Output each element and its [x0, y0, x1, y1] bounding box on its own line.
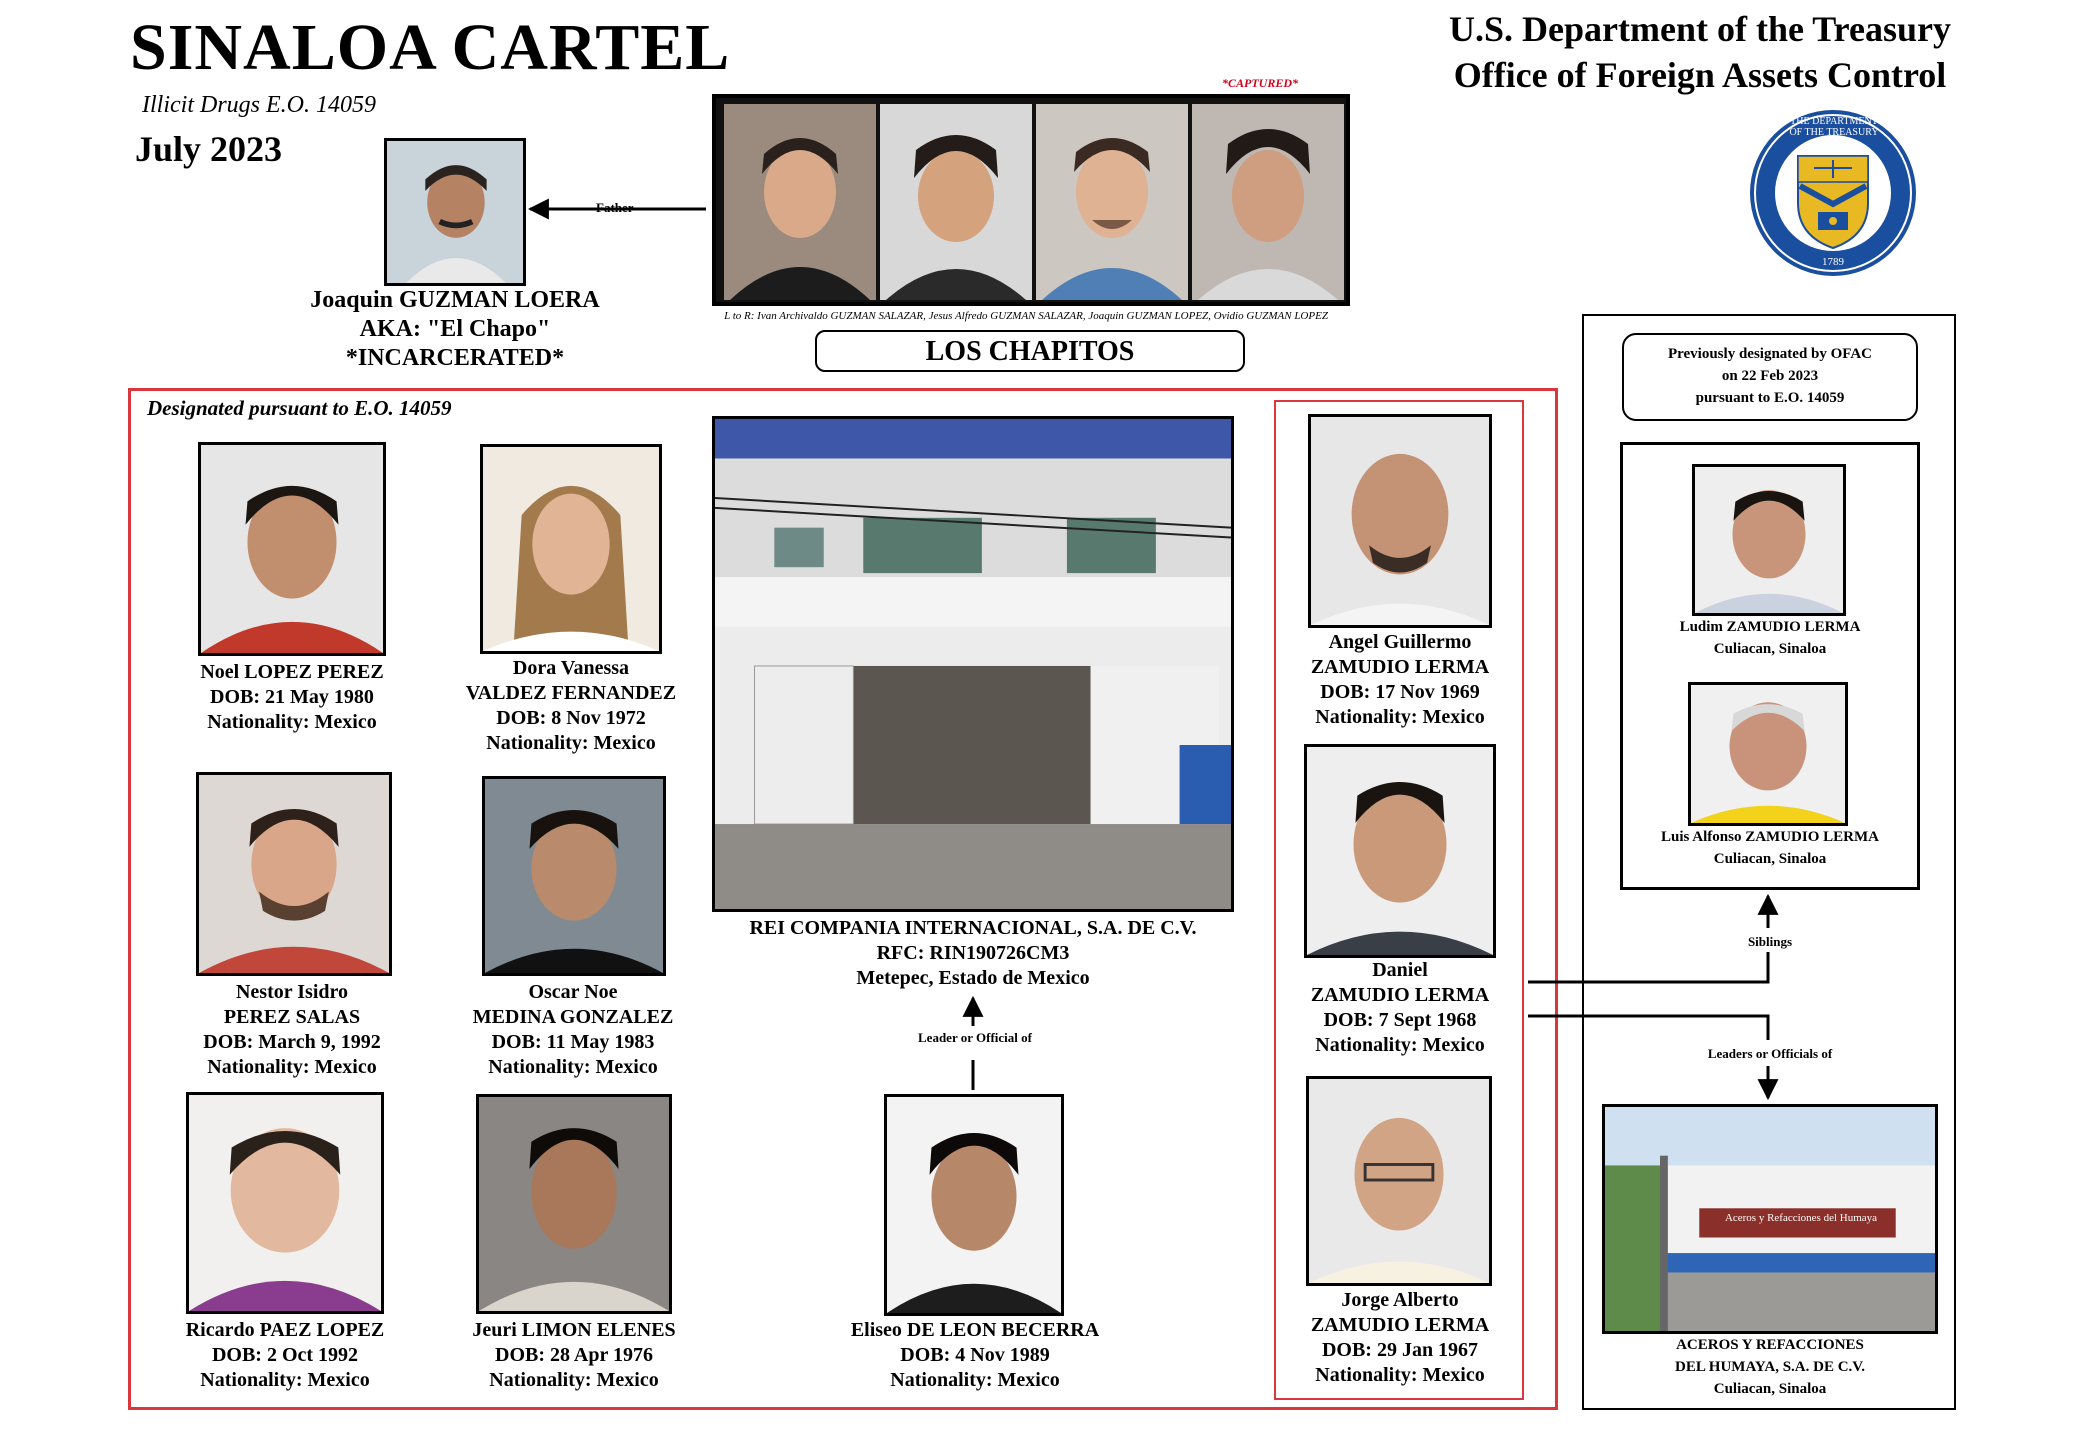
jeuri-photo [476, 1094, 672, 1314]
ricardo-photo [186, 1092, 384, 1314]
jeuri-dob: DOB: 28 Apr 1976 [495, 1344, 653, 1366]
luis-location: Culiacan, Sinaloa [1713, 851, 1827, 867]
daniel-nationality: Nationality: Mexico [1315, 1034, 1485, 1056]
oscar-first-name: Oscar Noe [528, 981, 618, 1003]
previous-note-line-3: pursuant to E.O. 14059 [1695, 390, 1845, 406]
son-photo-jesus [880, 104, 1032, 300]
chart-title: SINALOA CARTEL [130, 11, 731, 84]
nestor-caption [160, 980, 424, 1080]
rei-building-photo [712, 416, 1234, 912]
daniel-dob: DOB: 7 Sept 1968 [1323, 1009, 1477, 1031]
rei-location: Metepec, Estado de Mexico [856, 967, 1090, 989]
previous-note-line-2: on 22 Feb 2023 [1721, 368, 1819, 384]
jeuri-nationality: Nationality: Mexico [489, 1369, 659, 1391]
agency-header [1400, 6, 2000, 98]
chapo-aka: AKA: "El Chapo" [359, 316, 551, 342]
angel-caption [1272, 630, 1528, 730]
previously-designated-note [1622, 333, 1918, 421]
jorge-first-name: Jorge Alberto [1341, 1289, 1459, 1311]
eliseo-caption [820, 1318, 1130, 1393]
aceros-name-line-1: ACEROS Y REFACCIONES [1676, 1337, 1864, 1353]
ricardo-name: Ricardo PAEZ LOPEZ [185, 1319, 385, 1341]
luis-caption [1620, 826, 1920, 870]
noel-name: Noel LOPEZ PEREZ [200, 661, 384, 683]
dora-nationality: Nationality: Mexico [486, 732, 656, 754]
oscar-caption [432, 980, 714, 1080]
aceros-name-line-2: DEL HUMAYA, S.A. DE C.V. [1675, 1359, 1865, 1375]
angel-first-name: Angel Guillermo [1328, 631, 1472, 653]
sons-caption: L to R: Ivan Archivaldo GUZMAN SALAZAR, Jesus Alfredo GUZMAN SALAZAR, Joaquin GUZMAN LOPEZ, Ovidio GUZMAN LOPEZ [724, 310, 1328, 322]
jorge-dob: DOB: 29 Jan 1967 [1321, 1339, 1479, 1361]
seal-year: 1789 [1822, 256, 1844, 268]
angel-dob: DOB: 17 Nov 1969 [1320, 681, 1480, 703]
executive-order-subtitle: Illicit Drugs E.O. 14059 [142, 92, 376, 118]
eliseo-dob: DOB: 4 Nov 1989 [900, 1344, 1050, 1366]
ludim-name: Ludim ZAMUDIO LERMA [1679, 619, 1861, 635]
jeuri-caption [438, 1318, 710, 1393]
dora-first-name: Dora Vanessa [512, 657, 630, 679]
aceros-store-photo [1602, 1104, 1938, 1334]
sons-photo-strip [712, 94, 1350, 306]
dora-caption [430, 656, 712, 756]
oscar-last-name: MEDINA GONZALEZ [472, 1006, 674, 1028]
aceros-sign: Aceros y Refacciones del Humaya [1724, 1212, 1878, 1224]
siblings-label: Siblings [1747, 934, 1793, 949]
eliseo-photo [884, 1094, 1064, 1316]
son-photo-ivan [724, 104, 876, 300]
luis-photo [1688, 682, 1848, 826]
daniel-first-name: Daniel [1372, 959, 1428, 981]
noel-dob: DOB: 21 May 1980 [210, 686, 374, 708]
oscar-dob: DOB: 11 May 1983 [491, 1031, 655, 1053]
dora-dob: DOB: 8 Nov 1972 [496, 707, 646, 729]
nestor-nationality: Nationality: Mexico [207, 1056, 377, 1078]
ricardo-nationality: Nationality: Mexico [200, 1369, 370, 1391]
oscar-photo [482, 776, 666, 976]
eliseo-name: Eliseo DE LEON BECERRA [850, 1319, 1100, 1341]
nestor-first-name: Nestor Isidro [235, 981, 349, 1003]
daniel-photo [1304, 744, 1496, 958]
leader-of-rei-label: Leader or Official of [918, 1030, 1032, 1045]
date: July 2023 [135, 129, 283, 169]
captured-label: *CAPTURED* [1222, 76, 1299, 90]
agency-line-1: U.S. Department of the Treasury [1449, 9, 1951, 49]
noel-caption [160, 660, 424, 735]
ludim-caption [1620, 616, 1920, 660]
angel-nationality: Nationality: Mexico [1315, 706, 1485, 728]
agency-line-2: Office of Foreign Assets Control [1453, 55, 1947, 95]
daniel-caption [1272, 958, 1528, 1058]
chapo-name: Joaquin GUZMAN LOERA [310, 287, 600, 313]
rei-caption [712, 916, 1234, 991]
angel-last-name: ZAMUDIO LERMA [1310, 656, 1490, 678]
ludim-photo [1692, 464, 1846, 616]
jorge-caption [1272, 1288, 1528, 1388]
seal-text: THE DEPARTMENT OF THE TREASURY [1789, 116, 1879, 138]
nestor-last-name: PEREZ SALAS [223, 1006, 361, 1028]
dora-photo [480, 444, 662, 654]
aceros-location: Culiacan, Sinaloa [1713, 1381, 1827, 1397]
aceros-caption [1590, 1334, 1950, 1400]
jorge-photo [1306, 1076, 1492, 1286]
chapo-status: *INCARCERATED* [345, 345, 565, 371]
noel-photo [198, 442, 386, 656]
jorge-nationality: Nationality: Mexico [1315, 1364, 1485, 1386]
luis-name: Luis Alfonso ZAMUDIO LERMA [1661, 829, 1879, 845]
son-photo-joaquin [1036, 104, 1188, 300]
ludim-location: Culiacan, Sinaloa [1713, 641, 1827, 657]
father-label: Father [596, 200, 634, 215]
angel-photo [1308, 414, 1492, 628]
nestor-dob: DOB: March 9, 1992 [203, 1031, 381, 1053]
leaders-label: Leaders or Officials of [1707, 1046, 1833, 1061]
ricardo-dob: DOB: 2 Oct 1992 [211, 1344, 359, 1366]
treasury-seal [1748, 108, 1918, 278]
ricardo-caption [150, 1318, 420, 1393]
jeuri-name: Jeuri LIMON ELENES [472, 1319, 676, 1341]
son-photo-ovidio [1192, 104, 1344, 300]
designated-label: Designated pursuant to E.O. 14059 [147, 396, 452, 420]
previous-note-line-1: Previously designated by OFAC [1667, 346, 1873, 362]
daniel-last-name: ZAMUDIO LERMA [1310, 984, 1490, 1006]
eliseo-nationality: Nationality: Mexico [890, 1369, 1060, 1391]
los-chapitos-label: LOS CHAPITOS [815, 330, 1245, 372]
noel-nationality: Nationality: Mexico [207, 711, 377, 733]
rei-rfc: RFC: RIN190726CM3 [876, 942, 1070, 964]
oscar-nationality: Nationality: Mexico [488, 1056, 658, 1078]
rei-name: REI COMPANIA INTERNACIONAL, S.A. DE C.V. [749, 917, 1197, 939]
chapo-photo [384, 138, 526, 286]
nestor-photo [196, 772, 392, 976]
chapo-caption [300, 286, 610, 373]
jorge-last-name: ZAMUDIO LERMA [1310, 1314, 1490, 1336]
dora-last-name: VALDEZ FERNANDEZ [465, 682, 677, 704]
